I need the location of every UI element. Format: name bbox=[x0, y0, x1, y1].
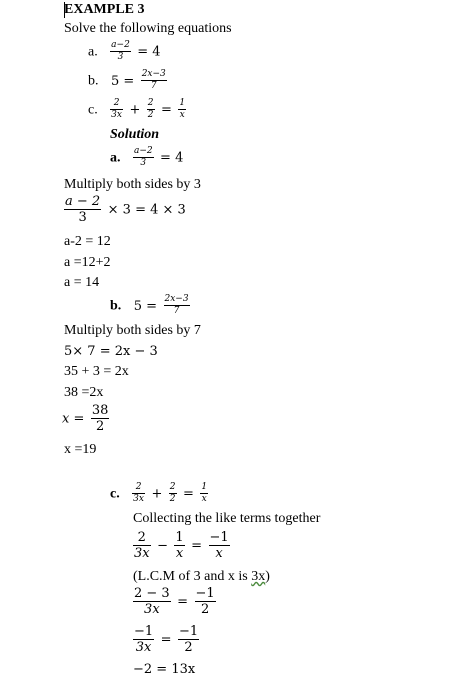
solution-a-step5: a = 14 bbox=[64, 275, 100, 290]
solution-b-step1: Multiply both sides by 7 bbox=[64, 323, 201, 338]
intro-text: Solve the following equations bbox=[64, 21, 232, 36]
solution-b-step5: x = $\frac{38}{2}$ bbox=[62, 403, 109, 434]
solution-a-step3: a-2 = 12 bbox=[64, 234, 111, 249]
solution-a-step2: $\frac{a - 2}{3}$ × 3 = 4 × 3 bbox=[65, 194, 186, 225]
solution-c-equation: c. $\frac{2}{3x}$ + $\frac{2}{2}$ = $\frac{1}{x}$ bbox=[110, 482, 208, 504]
solution-b-step2: 5× 7 = 2x − 3 bbox=[64, 344, 158, 359]
spellcheck-underline: 3x bbox=[251, 569, 266, 584]
solution-c-step5: $\frac{-1}{3x}$ = $\frac{-1}{2}$ bbox=[134, 624, 199, 655]
solution-heading: Solution bbox=[110, 127, 160, 142]
solution-c-step1: Collecting the like terms together bbox=[133, 511, 321, 526]
example-title: EXAMPLE 3 bbox=[64, 2, 145, 17]
question-a-label: a. bbox=[88, 44, 98, 60]
solution-b-step6: x =19 bbox=[64, 442, 97, 457]
solution-a-step4: a =12+2 bbox=[64, 255, 111, 270]
solution-c-step4: $\frac{2 - 3}{3x}$ = $\frac{-1}{2}$ bbox=[134, 586, 215, 617]
question-b: b. 5 = $\frac{2x-3}{7}$ bbox=[88, 69, 166, 91]
question-c: c. $\frac{2}{3x}$ + $\frac{2}{2}$ = $\frac{1}{x}$ bbox=[88, 98, 186, 120]
solution-a-equation: a. $\frac{a-2}{3}$ = 4 bbox=[110, 146, 184, 168]
question-a: a. $\frac{a-2}{3}$ = 4 bbox=[88, 40, 161, 62]
solution-c-step2: $\frac{2}{3x}$ − $\frac{1}{x}$ = $\frac{-1}{x}$ bbox=[134, 530, 229, 561]
solution-c-step6: −2 = 13x bbox=[133, 662, 196, 677]
solution-b-step3: 35 + 3 = 2x bbox=[64, 364, 129, 379]
solution-c-step3: (L.C.M of 3 and x is 3x) bbox=[133, 569, 270, 584]
question-a-fraction: $\frac{a-2}{3}$ bbox=[111, 40, 130, 62]
solution-b-step4: 38 =2x bbox=[64, 385, 104, 400]
question-b-fraction: $\frac{2x-3}{7}$ bbox=[141, 69, 166, 91]
solution-a-step1: Multiply both sides by 3 bbox=[64, 177, 201, 192]
solution-b-equation: b. 5 = $\frac{2x-3}{7}$ bbox=[110, 294, 189, 316]
